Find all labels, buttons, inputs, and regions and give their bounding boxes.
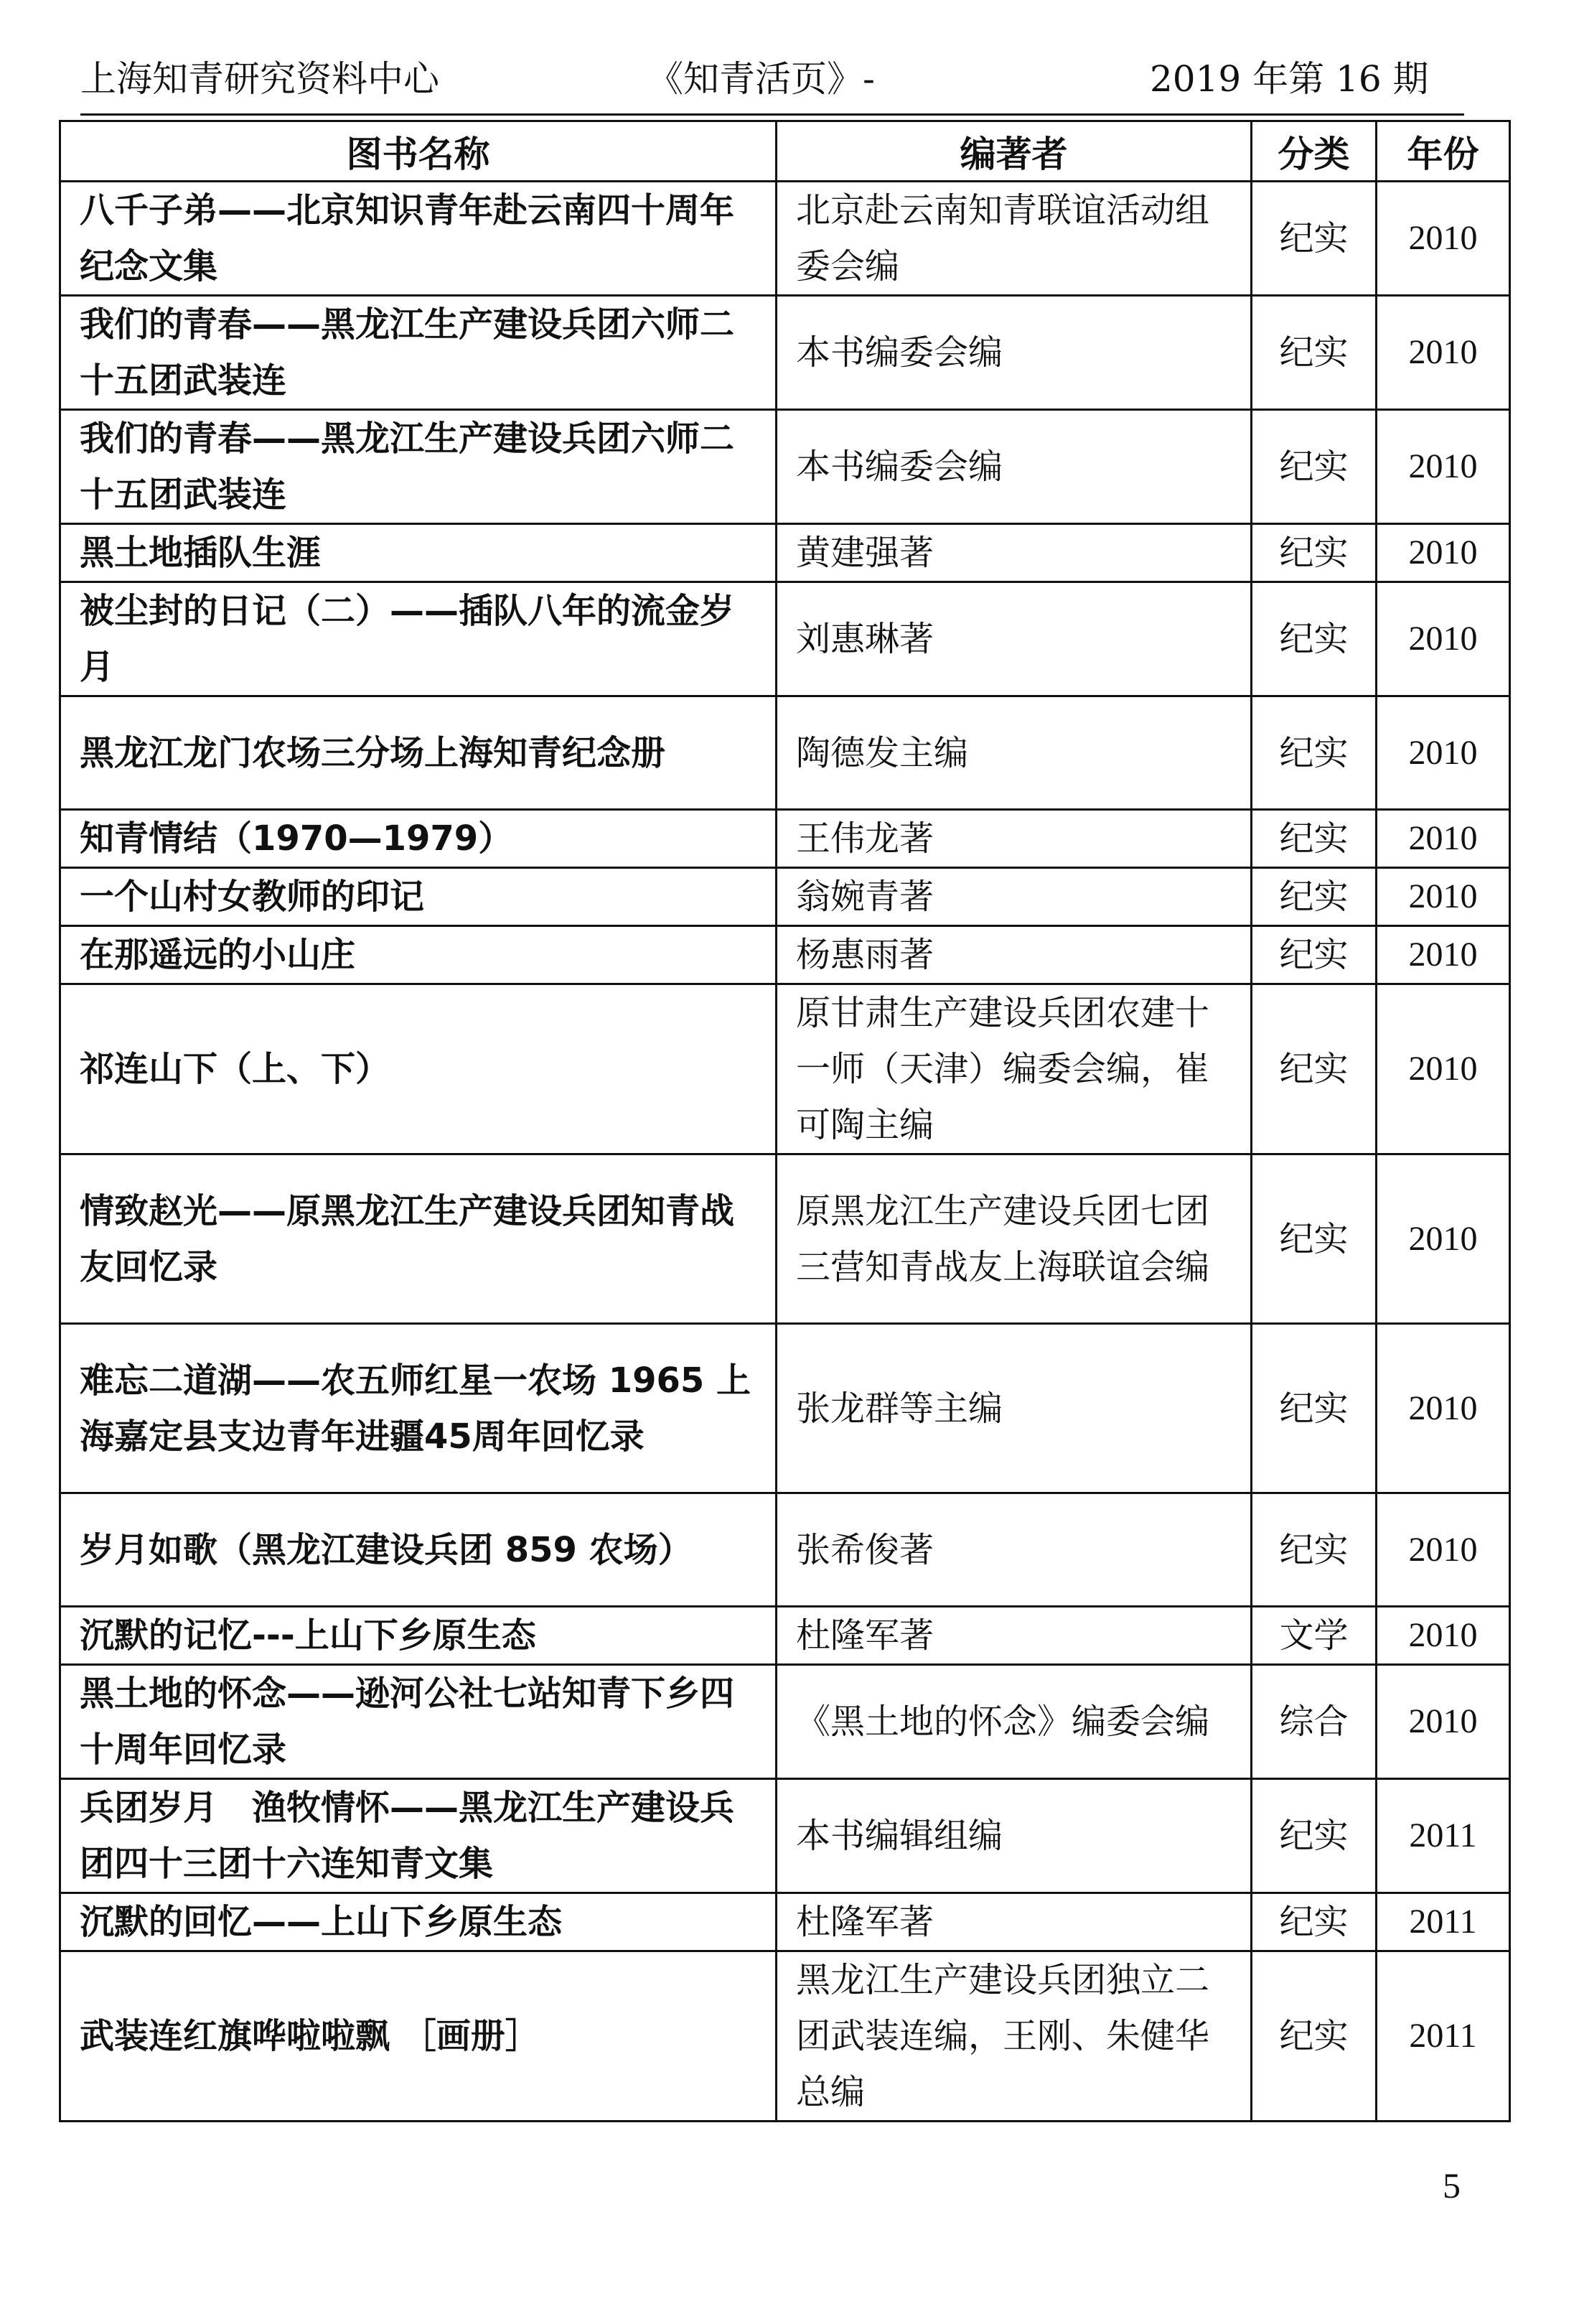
book-category-cell: 纪实 xyxy=(1252,810,1377,868)
page-number: 5 xyxy=(1443,2165,1461,2206)
book-title-cell: 沉默的回忆——上山下乡原生态 xyxy=(60,1893,777,1951)
book-table xyxy=(59,120,1511,2122)
book-title-cell: 兵团岁月 渔牧情怀——黑龙江生产建设兵团四十三团十六连知青文集 xyxy=(60,1779,777,1893)
table-row xyxy=(60,1607,1510,1665)
page-header xyxy=(80,50,1464,108)
book-category-cell: 综合 xyxy=(1252,1665,1377,1779)
book-title-cell: 情致赵光——原黑龙江生产建设兵团知青战友回忆录 xyxy=(60,1154,777,1324)
table-row xyxy=(60,810,1510,868)
book-category-cell: 纪实 xyxy=(1252,1779,1377,1893)
book-year-cell: 2011 xyxy=(1377,1893,1510,1951)
book-category-cell: 纪实 xyxy=(1252,926,1377,984)
book-author-cell: 原黑龙江生产建设兵团七团三营知青战友上海联谊会编 xyxy=(777,1154,1252,1324)
book-year-cell: 2010 xyxy=(1377,926,1510,984)
book-author-cell: 翁婉青著 xyxy=(777,868,1252,926)
book-year-cell: 2010 xyxy=(1377,1154,1510,1324)
table-row xyxy=(60,296,1510,410)
table-row xyxy=(60,868,1510,926)
book-title-cell: 武装连红旗哗啦啦飘 ［画册］ xyxy=(60,1951,777,2122)
table-row xyxy=(60,582,1510,696)
book-author-cell: 杜隆军著 xyxy=(777,1607,1252,1665)
book-year-cell: 2010 xyxy=(1377,296,1510,410)
book-category-cell: 纪实 xyxy=(1252,696,1377,810)
book-author-cell: 原甘肃生产建设兵团农建十一师（天津）编委会编，崔可陶主编 xyxy=(777,984,1252,1154)
book-category-cell: 纪实 xyxy=(1252,1893,1377,1951)
table-header-row xyxy=(60,121,1510,182)
book-title-cell: 沉默的记忆---上山下乡原生态 xyxy=(60,1607,777,1665)
table-row xyxy=(60,1893,1510,1951)
table-body xyxy=(60,182,1510,2122)
table-row xyxy=(60,984,1510,1154)
book-year-cell: 2010 xyxy=(1377,582,1510,696)
table-row xyxy=(60,1324,1510,1493)
book-title-cell: 在那遥远的小山庄 xyxy=(60,926,777,984)
book-category-cell: 纪实 xyxy=(1252,182,1377,296)
book-author-cell: 本书编辑组编 xyxy=(777,1779,1252,1893)
book-category-cell: 纪实 xyxy=(1252,410,1377,524)
table-row xyxy=(60,1154,1510,1324)
book-title-cell: 知青情结（1970—1979） xyxy=(60,810,777,868)
book-category-cell: 纪实 xyxy=(1252,1493,1377,1607)
table-row xyxy=(60,410,1510,524)
book-author-cell: 张龙群等主编 xyxy=(777,1324,1252,1493)
book-title-cell: 黑土地的怀念——逊河公社七站知青下乡四十周年回忆录 xyxy=(60,1665,777,1779)
book-category-cell: 纪实 xyxy=(1252,296,1377,410)
book-title-cell: 我们的青春——黑龙江生产建设兵团六师二十五团武装连 xyxy=(60,296,777,410)
book-title-cell: 一个山村女教师的印记 xyxy=(60,868,777,926)
table-row xyxy=(60,1665,1510,1779)
book-title-cell: 岁月如歌（黑龙江建设兵团 859 农场） xyxy=(60,1493,777,1607)
book-author-cell: 黄建强著 xyxy=(777,524,1252,582)
table-row xyxy=(60,524,1510,582)
table-row xyxy=(60,1779,1510,1893)
book-category-cell: 纪实 xyxy=(1252,1154,1377,1324)
book-title-cell: 被尘封的日记（二）——插队八年的流金岁月 xyxy=(60,582,777,696)
book-year-cell: 2011 xyxy=(1377,1951,1510,2122)
book-author-cell: 王伟龙著 xyxy=(777,810,1252,868)
book-author-cell: 黑龙江生产建设兵团独立二团武装连编，王刚、朱健华总编 xyxy=(777,1951,1252,2122)
book-author-cell: 杜隆军著 xyxy=(777,1893,1252,1951)
book-title-cell: 黑龙江龙门农场三分场上海知青纪念册 xyxy=(60,696,777,810)
table-row xyxy=(60,182,1510,296)
header-publication: 《知青活页》- xyxy=(647,58,875,100)
header-org: 上海知青研究资料中心 xyxy=(80,58,439,100)
header-divider xyxy=(80,113,1464,116)
column-header-author: 编著者 xyxy=(777,121,1252,182)
book-author-cell: 刘惠琳著 xyxy=(777,582,1252,696)
book-year-cell: 2010 xyxy=(1377,410,1510,524)
book-author-cell: 张希俊著 xyxy=(777,1493,1252,1607)
book-year-cell: 2011 xyxy=(1377,1779,1510,1893)
book-category-cell: 文学 xyxy=(1252,1607,1377,1665)
book-category-cell: 纪实 xyxy=(1252,582,1377,696)
column-header-title: 图书名称 xyxy=(60,121,777,182)
book-year-cell: 2010 xyxy=(1377,182,1510,296)
book-year-cell: 2010 xyxy=(1377,1607,1510,1665)
book-category-cell: 纪实 xyxy=(1252,524,1377,582)
book-title-cell: 八千子弟——北京知识青年赴云南四十周年纪念文集 xyxy=(60,182,777,296)
book-title-cell: 我们的青春——黑龙江生产建设兵团六师二十五团武装连 xyxy=(60,410,777,524)
book-category-cell: 纪实 xyxy=(1252,1324,1377,1493)
column-header-category: 分类 xyxy=(1252,121,1377,182)
book-year-cell: 2010 xyxy=(1377,1324,1510,1493)
book-author-cell: 北京赴云南知青联谊活动组委会编 xyxy=(777,182,1252,296)
header-issue: 2019 年第 16 期 xyxy=(1150,58,1429,100)
book-category-cell: 纪实 xyxy=(1252,984,1377,1154)
book-author-cell: 本书编委会编 xyxy=(777,296,1252,410)
book-year-cell: 2010 xyxy=(1377,524,1510,582)
book-year-cell: 2010 xyxy=(1377,868,1510,926)
column-header-year: 年份 xyxy=(1377,121,1510,182)
table-row xyxy=(60,926,1510,984)
book-author-cell: 陶德发主编 xyxy=(777,696,1252,810)
book-title-cell: 祁连山下（上、下） xyxy=(60,984,777,1154)
book-title-cell: 难忘二道湖——农五师红星一农场 1965 上海嘉定县支边青年进疆45周年回忆录 xyxy=(60,1324,777,1493)
book-title-cell: 黑土地插队生涯 xyxy=(60,524,777,582)
book-year-cell: 2010 xyxy=(1377,1665,1510,1779)
book-category-cell: 纪实 xyxy=(1252,1951,1377,2122)
book-year-cell: 2010 xyxy=(1377,810,1510,868)
table-row xyxy=(60,1951,1510,2122)
book-author-cell: 《黑土地的怀念》编委会编 xyxy=(777,1665,1252,1779)
book-author-cell: 杨惠雨著 xyxy=(777,926,1252,984)
table-row xyxy=(60,1493,1510,1607)
book-category-cell: 纪实 xyxy=(1252,868,1377,926)
book-year-cell: 2010 xyxy=(1377,696,1510,810)
book-author-cell: 本书编委会编 xyxy=(777,410,1252,524)
book-year-cell: 2010 xyxy=(1377,984,1510,1154)
table-row xyxy=(60,696,1510,810)
book-year-cell: 2010 xyxy=(1377,1493,1510,1607)
